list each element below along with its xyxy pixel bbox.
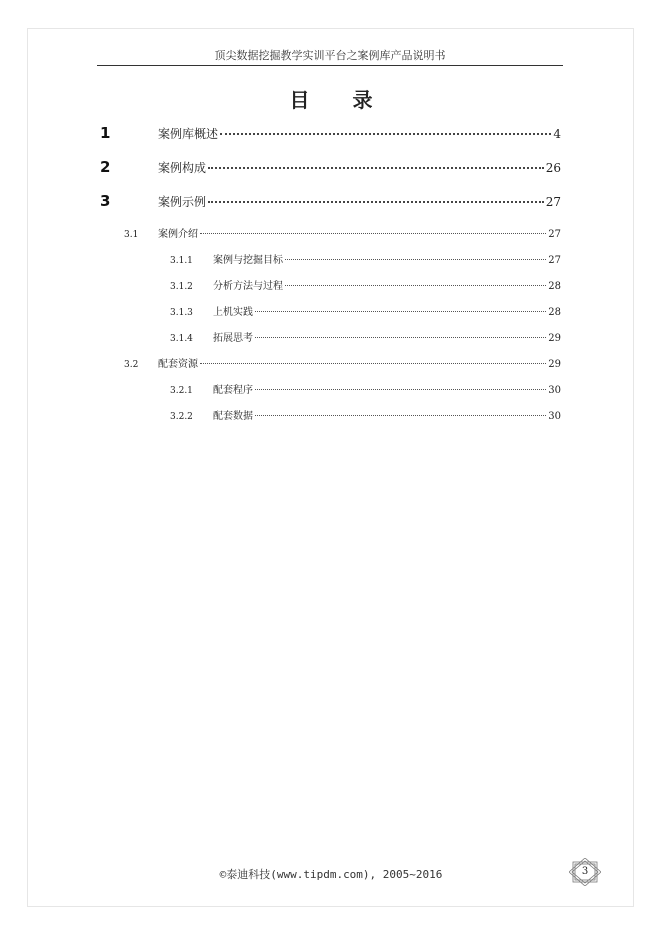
toc-dot-leader (255, 311, 546, 312)
toc-entry-title: 配套资源 (158, 359, 198, 370)
toc-dot-leader (220, 133, 551, 135)
toc-dot-leader (208, 167, 544, 169)
toc-entry-page: 29 (548, 359, 561, 370)
toc-entry-3-1-3[interactable] (170, 303, 561, 318)
footer-copyright: ©泰迪科技(www.tipdm.com), 2005~2016 (219, 868, 443, 881)
toc-dot-leader (255, 415, 546, 416)
toc-entry-number: 3.2 (124, 360, 139, 370)
toc-dot-leader (208, 201, 544, 203)
toc-entry-page: 30 (548, 385, 561, 396)
toc-dot-leader (200, 233, 546, 234)
toc-entry-number: 2 (100, 158, 111, 176)
toc-entry-number: 1 (100, 124, 111, 142)
toc-entry-3-1-1[interactable] (170, 251, 561, 266)
toc-entry-page: 27 (548, 229, 561, 240)
toc-entry-title: 案例构成 (158, 161, 207, 175)
toc-entry-number: 3.1.1 (170, 256, 193, 266)
toc-entry-3-1-2[interactable] (170, 277, 561, 292)
toc-entry-3-2-1[interactable] (170, 381, 561, 396)
toc-entry-title: 分析方法与过程 (213, 281, 283, 292)
toc-entry-3-2-2[interactable] (170, 407, 561, 422)
toc-entry-title: 案例介绍 (158, 229, 198, 240)
toc-dot-leader (255, 389, 546, 390)
running-header: 顶尖数据挖掘教学实训平台之案例库产品说明书 (214, 49, 446, 62)
toc-entry-3-1-4[interactable] (170, 329, 561, 344)
toc-entry-1[interactable] (100, 124, 561, 142)
toc-entry-page: 29 (548, 333, 561, 344)
toc-entry-title: 拓展思考 (213, 333, 253, 344)
toc-entry-title: 案例与挖掘目标 (213, 255, 283, 266)
toc-entry-page: 28 (548, 281, 561, 292)
toc-entry-page: 27 (545, 195, 561, 209)
toc-entry-page: 30 (548, 411, 561, 422)
toc-dot-leader (285, 259, 546, 260)
toc-entry-title: 案例示例 (158, 195, 207, 209)
toc-entry-title: 上机实践 (213, 307, 253, 318)
toc-entry-2[interactable] (100, 158, 561, 176)
toc-entry-number: 3.2.2 (170, 412, 193, 422)
page-number-badge (569, 858, 601, 886)
toc-entry-number: 3 (100, 192, 111, 210)
toc-dot-leader (255, 337, 546, 338)
toc-entry-number: 3.1.2 (170, 282, 193, 292)
toc-entry-number: 3.1.3 (170, 308, 193, 318)
toc-entry-number: 3.2.1 (170, 386, 193, 396)
toc-entry-page: 27 (548, 255, 561, 266)
toc-entry-3-2[interactable] (124, 355, 561, 370)
toc-title: 目 录 (289, 88, 391, 112)
toc-dot-leader (285, 285, 546, 286)
page-number: 3 (581, 866, 589, 877)
toc-entry-3-1[interactable] (124, 225, 561, 240)
toc-entry-3[interactable] (100, 192, 561, 210)
toc-entry-number: 3.1.4 (170, 334, 193, 344)
toc-entry-title: 案例库概述 (158, 127, 219, 141)
toc-dot-leader (200, 363, 546, 364)
toc-entry-number: 3.1 (124, 230, 139, 240)
header-rule (97, 65, 563, 66)
toc-entry-page: 26 (545, 161, 561, 175)
toc-entry-page: 4 (553, 127, 561, 141)
toc-entry-title: 配套数据 (213, 411, 253, 422)
toc-entry-page: 28 (548, 307, 561, 318)
toc-entry-title: 配套程序 (213, 385, 253, 396)
